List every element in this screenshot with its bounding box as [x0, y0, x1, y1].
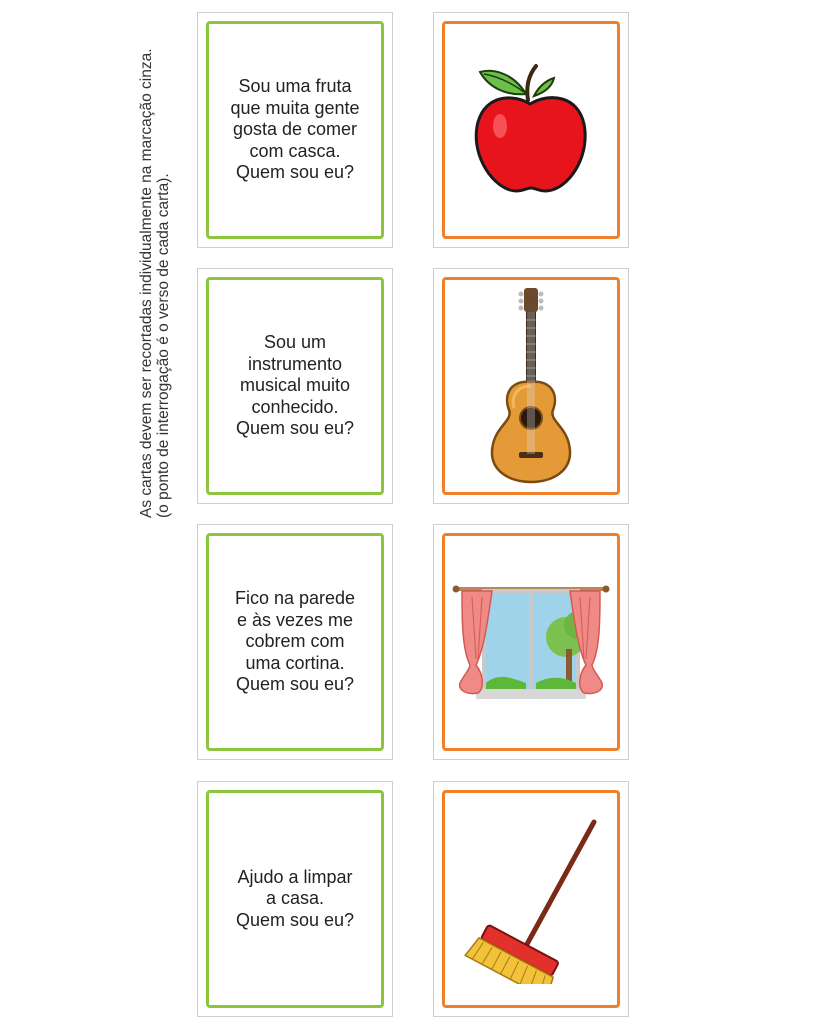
riddle-line: uma cortina. [245, 652, 345, 673]
riddle-card-wall [197, 524, 393, 760]
picture-card-frame [442, 277, 620, 495]
riddle-line: Ajudo a limpar [237, 866, 353, 887]
picture-card-frame [442, 21, 620, 239]
riddle-line: Sou um [263, 332, 327, 353]
riddle-line: Quem sou eu? [235, 909, 355, 930]
riddle-line: gosta de comer [232, 119, 358, 140]
riddle-card-frame [206, 277, 384, 495]
riddle-card-frame [206, 533, 384, 751]
riddle-text [210, 76, 380, 184]
riddle-line: Sou uma fruta [238, 76, 352, 97]
riddle-card-fruit [197, 12, 393, 248]
picture-card-window [433, 524, 629, 760]
riddle-text [210, 588, 380, 696]
riddle-line: musical muito [239, 375, 351, 396]
riddle-line: instrumento [247, 353, 343, 374]
riddle-text [210, 332, 380, 440]
picture-card-frame [442, 533, 620, 751]
apple-icon [466, 60, 596, 200]
riddle-card-cleaning [197, 781, 393, 1017]
riddle-text [210, 867, 380, 932]
riddle-line: com casca. [249, 140, 341, 161]
picture-card-broom [433, 781, 629, 1017]
riddle-line: Quem sou eu? [235, 674, 355, 695]
riddle-line: que muita gente [230, 97, 360, 118]
riddle-line: e às vezes me [236, 609, 354, 630]
instructions-line-1: As cartas devem ser recortadas individualmente na marcação cinza. [138, 48, 155, 518]
riddle-line: cobrem com [245, 631, 345, 652]
picture-card-frame [442, 790, 620, 1008]
riddle-line: Quem sou eu? [235, 418, 355, 439]
riddle-line: Fico na parede [234, 588, 356, 609]
riddle-line: Quem sou eu? [235, 162, 355, 183]
riddle-card-instrument [197, 268, 393, 504]
cutting-instructions [138, 12, 172, 518]
riddle-line: a casa. [265, 888, 325, 909]
riddle-card-frame [206, 21, 384, 239]
window-icon [448, 579, 614, 705]
broom-icon [456, 814, 606, 984]
picture-card-guitar [433, 268, 629, 504]
instructions-line-2: (o ponto de interrogação é o verso de cada carta). [155, 173, 172, 518]
guitar-icon [481, 286, 581, 486]
picture-card-apple [433, 12, 629, 248]
riddle-card-frame [206, 790, 384, 1008]
riddle-line: conhecido. [251, 396, 339, 417]
